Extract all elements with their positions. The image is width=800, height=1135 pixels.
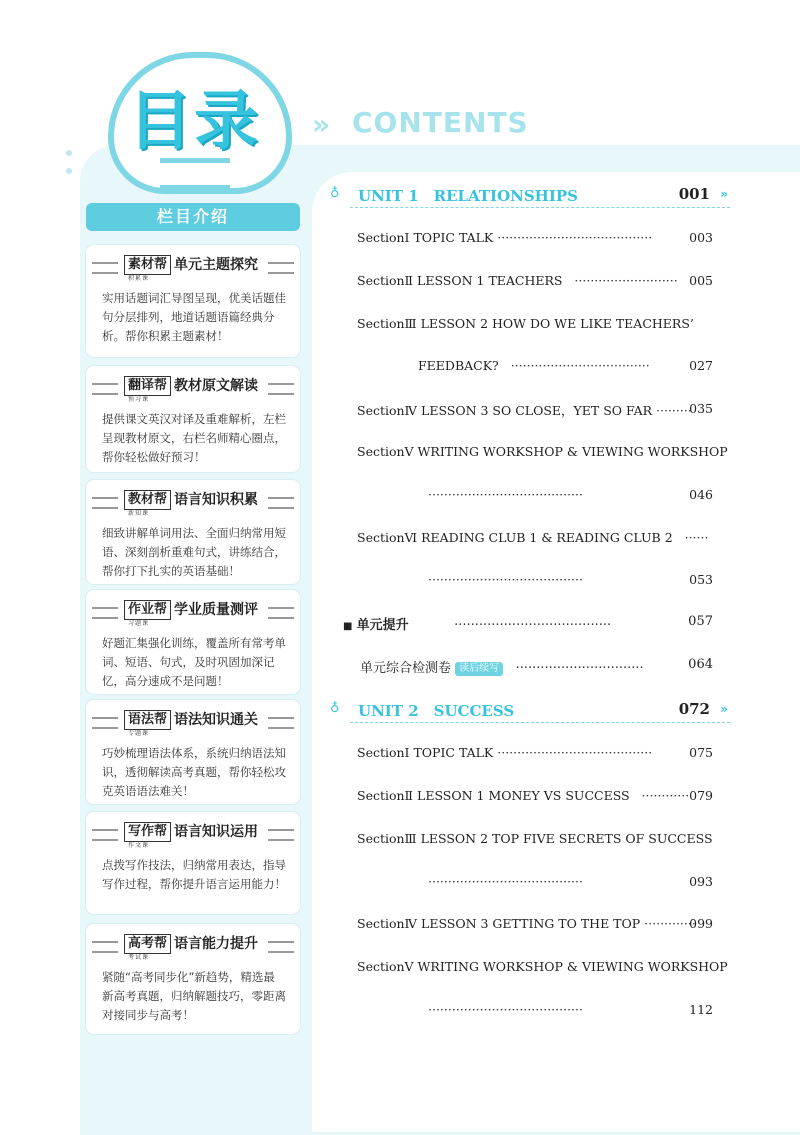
square-marker-icon: ■ [343,621,353,632]
card-topic: 语言知识运用 [174,824,258,840]
toc-entry[interactable]: SectionⅠ TOPIC TALK ······································· 003 [357,230,713,245]
card-tag: 作业帮 [124,600,171,620]
toc-entry[interactable]: SectionⅡ LESSON 1 TEACHERS ·························· 005 [357,273,713,288]
card-desc: 细致讲解单词用法、全面归纳常用短语、深刻剖析重难句式，讲练结合，帮你打下扎实的英语基础！ [102,526,286,578]
toc-entry[interactable]: ······································· 112 [428,1002,713,1017]
unit-page: 001 [678,185,710,203]
column-intro-header: 栏目介绍 [86,203,300,231]
card-topic: 语言知识积累 [174,492,258,508]
toc-entry[interactable]: SectionⅥ READING CLUB 1 & READING CLUB 2 ······ [357,530,709,545]
toc-entry[interactable]: SectionⅡ LESSON 1 MONEY VS SUCCESS ············ 079 [357,788,713,803]
toc-entry[interactable]: SectionⅠ TOPIC TALK ······································· 075 [357,745,713,760]
bulb-icon: ♁ [330,186,340,201]
card-tag-sub: 积累课 [128,275,150,282]
card-topic: 语言能力提升 [174,936,258,952]
card-desc: 提供课文英汉对译及重难解析，左栏呈现教材原文，右栏名师精心圈点，帮你轻松做好预习！ [102,412,286,464]
card-tag-sub: 考试课 [128,954,150,961]
toc-entry[interactable]: SectionⅢ LESSON 2 TOP FIVE SECRETS OF SUCCESS [357,831,713,846]
card-tag-sub: 预习课 [128,396,150,403]
card-tag-sub: 专题课 [128,730,150,737]
chevron-icon: » [720,702,728,716]
bulb-base-graphic [160,158,230,190]
unit-title: UNIT 1 RELATIONSHIPS [358,187,578,205]
card-exam [86,924,300,1034]
card-translate [86,366,300,472]
unit-1-heading[interactable] [330,183,730,209]
unit-review-entry[interactable]: ■ 单元提升 ······································ 057 [343,614,713,633]
card-tag: 语法帮 [124,710,171,730]
card-grammar [86,700,300,804]
card-tag-sub: 作文课 [128,842,150,849]
title-arrow-icon: » [312,108,331,141]
unit-test-entry[interactable]: 单元综合检测卷 读后续写 ······························· 064 [360,657,713,676]
chevron-icon: » [720,187,728,201]
decorative-dots [66,150,78,186]
toc-entry[interactable]: ······································· 093 [428,874,713,889]
card-tag-sub: 习题课 [128,620,150,627]
card-tag: 教材帮 [124,490,171,510]
toc-entry[interactable]: ······································· 053 [428,572,713,587]
card-material [86,245,300,357]
card-textbook [86,480,300,584]
toc-entry[interactable]: FEEDBACK? ··································· 027 [418,358,713,373]
unit-page: 072 [678,700,710,718]
toc-entry[interactable]: SectionⅣ LESSON 3 SO CLOSE，YET SO FAR ········· 035 [357,401,713,418]
unit-title: UNIT 2 SUCCESS [358,702,515,720]
card-desc: 点拨写作技法，归纳常用表达，指导写作过程，帮你提升语言运用能力！ [102,858,286,891]
card-writing [86,812,300,914]
page-title-en: CONTENTS [352,106,529,139]
card-desc: 巧妙梳理语法体系，系统归纳语法知识，透彻解读高考真题，帮你轻松攻克英语语法难关！ [102,746,286,798]
page-title-cn: 目录 [128,85,260,159]
toc-entry[interactable]: SectionⅤ WRITING WORKSHOP & VIEWING WORKSHOP [357,444,728,459]
card-tag: 写作帮 [124,822,171,842]
card-topic: 单元主题探究 [174,257,258,273]
card-tag-sub: 新知课 [128,510,150,517]
card-tag: 素材帮 [124,255,171,275]
reading-writing-badge: 读后续写 [455,662,503,676]
unit-2-heading[interactable] [330,698,730,724]
card-desc: 紧随“高考同步化”新趋势，精选最新高考真题，归纳解题技巧，零距离对接同步与高考！ [102,970,286,1022]
toc-entry[interactable]: ······································· 046 [428,487,713,502]
toc-entry[interactable]: SectionⅣ LESSON 3 GETTING TO THE TOP ············· 099 [357,916,713,931]
card-topic: 学业质量测评 [174,602,258,618]
card-tag: 高考帮 [124,934,171,954]
card-tag: 翻译帮 [124,376,171,396]
card-desc: 好题汇集强化训练，覆盖所有常考单词、短语、句式，及时巩固加深记忆，高分速成不是问题！ [102,636,286,688]
toc-entry[interactable]: SectionⅢ LESSON 2 HOW DO WE LIKE TEACHERS’ [357,316,694,331]
card-homework [86,590,300,694]
card-topic: 语法知识通关 [174,712,258,728]
card-desc: 实用话题词汇导图呈现，优美话题佳句分层排列，地道话题语篇经典分析。帮你积累主题素材！ [102,291,286,343]
bulb-icon: ♁ [330,701,340,716]
card-topic: 教材原文解读 [174,378,258,394]
toc-entry[interactable]: SectionⅤ WRITING WORKSHOP & VIEWING WORKSHOP [357,959,728,974]
